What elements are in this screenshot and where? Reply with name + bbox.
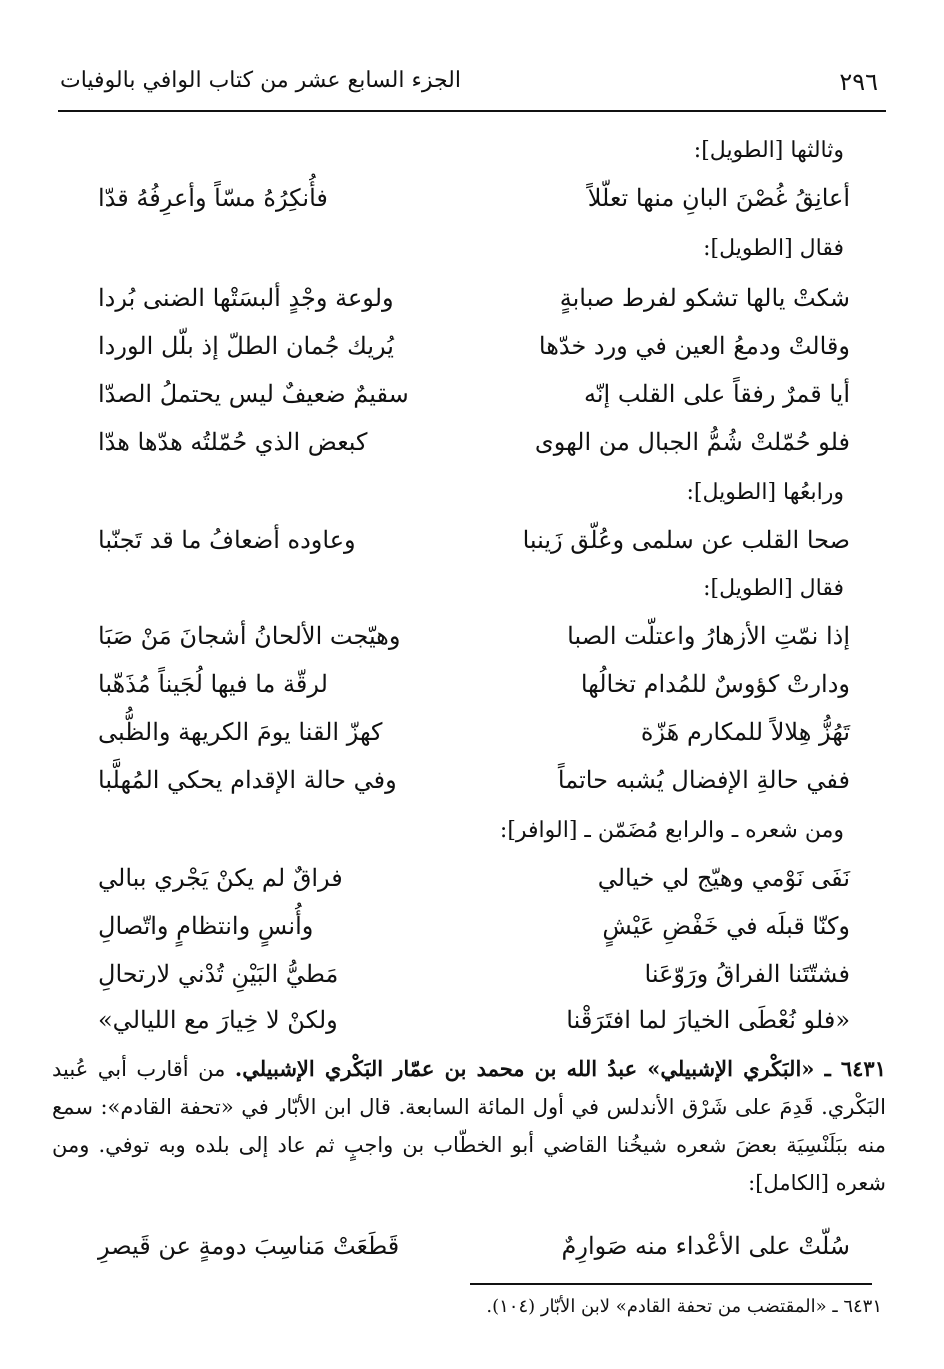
second-hemistich: ولكنْ لا خِيارَ مع الليالي» xyxy=(98,1006,338,1034)
first-hemistich: ودارتْ كؤوسٌ للمُدام تخالُها xyxy=(580,670,850,698)
entry-heading: ٦٤٣١ ـ «البَكْري الإشبيلي» عبدُ الله بن محمد بن عمّار البَكْري الإشبيلي. xyxy=(234,1056,886,1081)
first-hemistich: إذا نمّتِ الأزهارُ واعتلّت الصبا xyxy=(567,622,850,650)
verse-line xyxy=(90,380,850,426)
second-hemistich: وفي حالة الإقدام يحكي المُهلَّبا xyxy=(98,766,397,794)
verse-line xyxy=(90,332,850,378)
footnote-divider xyxy=(470,1283,872,1285)
intro-line-poem: ومن شعره ـ والرابع مُضَمّن ـ [الوافر]: xyxy=(499,818,844,843)
second-hemistich: سقيمٌ ضعيفٌ ليس يحتملُ الصدّا xyxy=(98,380,409,408)
verse-line xyxy=(90,766,850,812)
first-hemistich: وكنّا قبلَه في خَفْضِ عَيْشٍ xyxy=(602,912,850,940)
verse-line xyxy=(90,1006,850,1052)
verse-line xyxy=(90,960,850,1006)
second-hemistich: وأُنسٍ وانتظامٍ واتّصالِ xyxy=(98,912,314,940)
verse-line xyxy=(90,1232,850,1278)
verse-line xyxy=(90,670,850,716)
intro-line-4th: ورابعُها [الطويل]: xyxy=(686,480,844,505)
footnote: ٦٤٣١ ـ «المقتضب من تحفة القادم» لابن الأبّار (١٠٤). xyxy=(486,1296,882,1317)
second-hemistich: مَطيُّ البَيْنِ تُدْني لارتحالِ xyxy=(98,960,339,988)
verse-line xyxy=(90,526,850,572)
intro-line-reply: فقال [الطويل]: xyxy=(703,576,844,601)
intro-line-3rd: وثالثها [الطويل]: xyxy=(693,138,844,163)
second-hemistich: كهزّ القنا يومَ الكريهة والظُّبى xyxy=(98,718,383,746)
verse-line xyxy=(90,428,850,474)
verse-line xyxy=(90,718,850,764)
intro-line-reply: فقال [الطويل]: xyxy=(703,236,844,261)
verse-line xyxy=(90,184,850,230)
first-hemistich: سُلّتْ على الأعْداء منه صَوارِمٌ xyxy=(561,1232,850,1260)
second-hemistich: يُريك جُمان الطلّ إذ بلّل الوردا xyxy=(98,332,394,360)
first-hemistich: فلو حُمّلتْ شُمُّ الجبال من الهوى xyxy=(534,428,850,456)
second-hemistich: قَطَعَتْ مَناسِبَ دومةٍ عن قَيصرِ xyxy=(98,1232,400,1260)
first-hemistich: أيا قمرٌ رفقاً على القلب إنّه xyxy=(583,380,850,408)
first-hemistich: تَهُزُّ هِلالاً للمكارم هَزّة xyxy=(640,718,850,746)
second-hemistich: كبعض الذي حُمّلتُه هدّها هدّا xyxy=(98,428,368,456)
first-hemistich: نَفَى نَوْمي وهيّج لي خيالي xyxy=(597,864,850,892)
first-hemistich: فشتّتَنا الفراقُ ورَوّعَنا xyxy=(644,960,850,988)
verse-line xyxy=(90,864,850,910)
second-hemistich: وعاوده أضعافُ ما قد تَجنّبا xyxy=(98,526,356,554)
first-hemistich: أعانِقُ غُصْنَ البانِ منها تعلّلاً xyxy=(587,184,850,212)
first-hemistich: صحا القلب عن سلمى وعُلّق زَينبا xyxy=(522,526,850,554)
first-hemistich: ففي حالةِ الإفضال يُشبه حاتماً xyxy=(557,766,850,794)
biography-entry xyxy=(52,1050,886,1202)
second-hemistich: فأُنكِرُهُ مسّاً وأعرِفُهُ قدّا xyxy=(98,184,328,212)
verse-line xyxy=(90,912,850,958)
second-hemistich: فراقٌ لم يكنْ يَجْري ببالي xyxy=(98,864,343,892)
verse-line xyxy=(90,284,850,330)
page-number: ٢٩٦ xyxy=(839,68,878,96)
entry-body: من أقارب أبي عُبيد البَكْري. قَدِمَ على شَرْق الأندلس في أول المائة السابعة. قال ابن الأبّار في «تحفة القادم»: سمع منه ببَلَنْسِيَة بعضَ شعره شيخُنا القاضي أبو الخطّاب بن واجبٍ ثم عاد إلى بلده وبه توفي. ومن شعره [الكامل]: xyxy=(52,1057,887,1195)
second-hemistich: لرقّة ما فيها لُجَيناً مُذَهّبا xyxy=(98,670,328,698)
verse-line xyxy=(90,622,850,668)
first-hemistich: «فلو نُعْطَى الخيارَ لما افتَرَقْنا xyxy=(566,1006,850,1034)
page-header xyxy=(58,58,886,112)
second-hemistich: وهيّجت الألحانُ أشجانَ مَنْ صَبَا xyxy=(98,622,401,650)
second-hemistich: ولوعة وجْدٍ ألبسَتْها الضنى بُردا xyxy=(98,284,394,312)
running-title: الجزء السابع عشر من كتاب الوافي بالوفيات xyxy=(60,68,461,93)
first-hemistich: شكتْ يالها تشكو لفرط صبابةٍ xyxy=(559,284,850,312)
first-hemistich: وقالتْ ودمعُ العين في ورد خدّها xyxy=(538,332,850,360)
